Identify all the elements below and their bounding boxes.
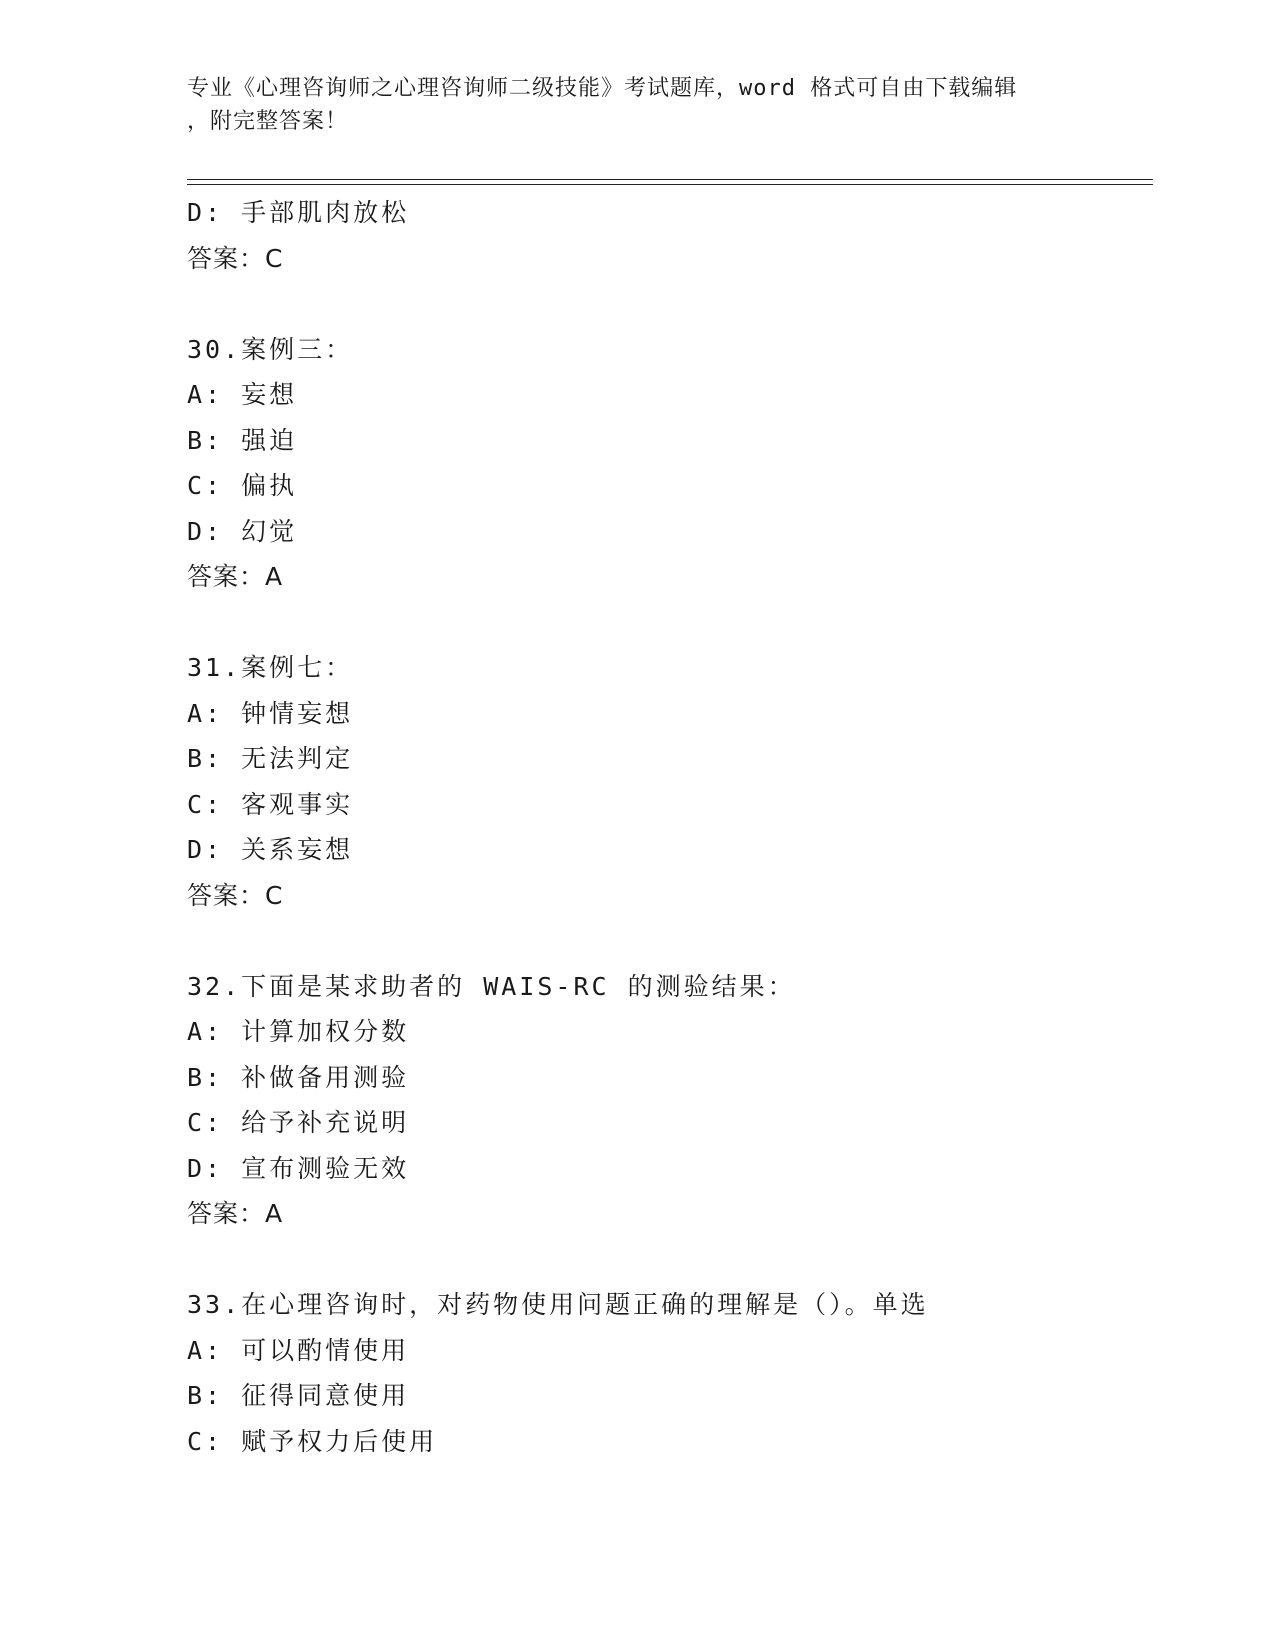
carryover-block [187, 190, 1147, 281]
option-b: B: 无法判定 [187, 744, 354, 773]
question-spacer [187, 600, 1147, 646]
option-a: A: 妄想 [187, 380, 298, 409]
header-divider-top [187, 179, 1153, 180]
answer-line: 答案：A [187, 1199, 284, 1228]
option-a: A: 钟情妄想 [187, 698, 354, 728]
option-d: D: 手部肌肉放松 [187, 198, 410, 227]
option-c: C: 偏执 [187, 471, 298, 500]
option-d: D: 关系妄想 [187, 835, 354, 864]
option-b: B: 补做备用测验 [187, 1062, 410, 1092]
question-stem: 30.案例三： [187, 334, 354, 364]
question-stem: 32.下面是某求助者的 WAIS-RC 的测验结果： [187, 971, 796, 1001]
question-32 [187, 964, 1147, 1237]
question-spacer [187, 281, 1147, 327]
option-c: C: 客观事实 [187, 789, 354, 819]
question-33 [187, 1282, 1147, 1464]
option-b: B: 强迫 [187, 425, 298, 455]
answer-line: 答案：A [187, 562, 284, 591]
option-d: D: 幻觉 [187, 516, 298, 546]
question-spacer [187, 918, 1147, 964]
header-title-line-2: ，附完整答案！ [187, 109, 349, 134]
question-list [187, 190, 1147, 1464]
question-spacer [187, 1237, 1147, 1283]
answer-line: 答案：C [187, 243, 284, 273]
question-stem: 33.在心理咨询时，对药物使用问题正确的理解是（）。单选 [187, 1290, 929, 1319]
page-header [187, 72, 1087, 138]
option-a: A: 可以酌情使用 [187, 1335, 410, 1365]
option-d: D: 宣布测验无效 [187, 1153, 410, 1183]
answer-line: 答案：C [187, 880, 284, 910]
question-30 [187, 327, 1147, 600]
option-c: C: 给予补充说明 [187, 1108, 410, 1137]
option-b: B: 征得同意使用 [187, 1381, 410, 1410]
header-title-line-1: 专业《心理咨询师之心理咨询师二级技能》考试题库，word 格式可自由下载编辑 [187, 76, 1018, 101]
question-stem: 31.案例七： [187, 653, 354, 682]
option-c: C: 赋予权力后使用 [187, 1426, 438, 1456]
question-31 [187, 645, 1147, 918]
option-a: A: 计算加权分数 [187, 1017, 410, 1046]
header-divider-bottom [187, 184, 1153, 185]
